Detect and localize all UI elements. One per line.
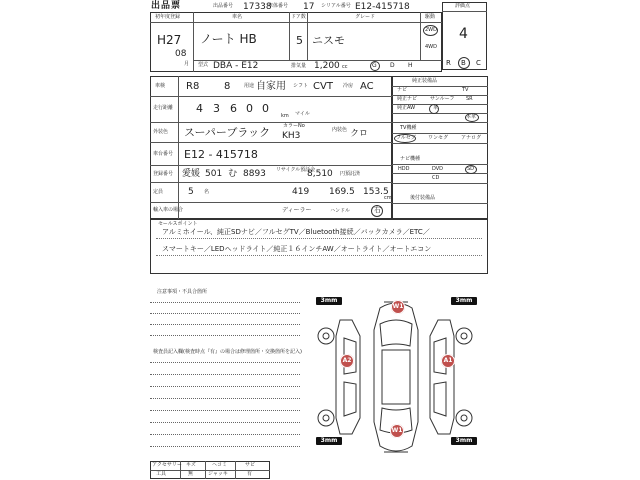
lot-number-label: 出品番号 — [213, 3, 234, 9]
equip-tv: TV — [462, 87, 469, 93]
plate-label: 登録番号 — [153, 171, 174, 177]
equip-sr: SR — [466, 96, 473, 102]
navi-sd: SD — [467, 166, 475, 172]
recycle-label: リサイクル預託金 — [276, 167, 316, 173]
ac-label: 冷房 — [343, 83, 354, 89]
color-no-label: カラーNo — [283, 123, 305, 129]
exterior-label: 外装色 — [153, 129, 169, 135]
notes-label: 注意事項・不具合箇所 — [157, 289, 208, 295]
sales-points-line-1: アルミホイール、純正SDナビ／フルセグTV／Bluetooth接続／バックカメラ／ETC／ — [162, 228, 430, 236]
sales-points-label: セールスポイント — [158, 221, 198, 227]
month-unit: 月 — [184, 61, 190, 67]
inspection: R8 — [186, 81, 200, 92]
recycle-amount: 8,510 — [307, 169, 333, 179]
recycle-unit: 円預託済 — [340, 171, 361, 177]
mileage-label: 走行距離 — [153, 105, 174, 111]
grade-label: グレード — [355, 14, 376, 20]
length: 419 — [292, 187, 310, 197]
fuel-d: D — [390, 62, 395, 69]
serial-number: E12-415718 — [355, 2, 410, 12]
footer-header-scratch: キズ — [186, 462, 196, 468]
mileage-digit-3: 6 — [230, 102, 237, 115]
footer-value-scratch: 無 — [188, 471, 194, 477]
doors-label: ドア数 — [291, 14, 306, 20]
equip-leather: 革 — [433, 105, 439, 111]
plate-kana: む — [228, 169, 238, 179]
grade-option-b: B — [461, 59, 466, 67]
interior-color: クロ — [350, 129, 369, 139]
capacity: 5 — [188, 187, 194, 197]
tv-analog: アナログ — [461, 135, 482, 141]
height: 153.5 — [363, 187, 389, 197]
footer-value-rust: 有 — [247, 471, 253, 477]
navi-hdd: HDD — [398, 166, 410, 172]
model: DBA - E12 — [213, 61, 259, 71]
tv-fullseg: フルセグ — [396, 135, 416, 141]
car-name-label: 車名 — [232, 14, 243, 20]
plate-number: 8893 — [243, 169, 266, 179]
footer-header-dent: ヘコミ — [212, 462, 228, 468]
tread-front-left: 3mm — [316, 297, 342, 305]
equip-genuine-leather: 本革 — [466, 114, 477, 120]
cc-unit: cc — [342, 64, 348, 70]
navi-dvd: DVD — [432, 166, 444, 172]
equip-navi: ナビ — [397, 87, 408, 93]
capacity-label: 定員 — [153, 189, 164, 195]
use-label: 用途 — [244, 83, 255, 89]
car-name: ノート HB — [200, 32, 257, 46]
handle: 右 — [374, 206, 381, 214]
interior-label: 内装色 — [332, 127, 348, 133]
equip-genuine-navi: 純正ナビ — [397, 96, 418, 102]
inspector-label: 検査員記入欄(検査時点『有』の場合は修理箇所・交換箇所を記入) — [153, 349, 302, 355]
capacity-unit: 名 — [204, 189, 210, 195]
footer-header-accessory: アクセサリー — [152, 462, 182, 468]
shift: CVT — [313, 81, 333, 92]
footer-value-dent: ジャッキ — [208, 471, 228, 477]
mileage-digit-5: 0 — [262, 102, 269, 115]
width: 169.5 — [329, 187, 355, 197]
color-no: KH3 — [282, 131, 301, 141]
grade-score: 4 — [459, 26, 468, 42]
mileage-note: マイル — [295, 111, 310, 117]
exterior-color: スーパーブラック — [184, 126, 271, 139]
tv-oneseg: ワンセグ — [428, 135, 449, 141]
code-label: 車体番号 — [268, 3, 289, 9]
mileage-digit-1: 4 — [196, 102, 203, 115]
shift-label: シフト — [293, 83, 309, 89]
dealer: ディーラー — [282, 207, 312, 214]
grade-name: ニスモ — [312, 34, 345, 47]
fuel-g: G — [372, 62, 377, 69]
equip-sunroof: サンルーフ — [430, 96, 455, 102]
plate-class: 501 — [205, 169, 223, 179]
inspection-month: 8 — [224, 81, 231, 92]
tread-rear-right: 3mm — [451, 437, 477, 445]
sales-points-line-2: スマートキー／LEDヘッドライト／純正１６インチAW／オートライト／オートエコン — [162, 245, 432, 253]
purchase-label: 輸入車の場合 — [153, 207, 184, 213]
handle-label: ハンドル — [330, 208, 351, 214]
footer-value-accessory: 工具 — [156, 471, 167, 477]
ac: AC — [360, 81, 374, 92]
damage-left-a2: A2 — [340, 354, 354, 368]
after-title: 後付装備品 — [410, 195, 436, 201]
equipment-title: 純正装備品 — [412, 78, 438, 84]
mileage-unit: km — [281, 113, 289, 119]
damage-front-w1: W1 — [391, 300, 405, 314]
sheet-title: 出品票 — [151, 1, 182, 11]
grade-option-r: R — [446, 59, 451, 67]
car-outline-diagram — [300, 290, 490, 465]
lot-number: 17338 — [243, 2, 272, 12]
first-reg-label: 初年度登録 — [155, 14, 181, 20]
tv-title: TV機種 — [400, 125, 417, 131]
model-label: 型式 — [198, 62, 209, 68]
navi-title: ナビ機種 — [400, 156, 421, 162]
inspection-label: 車検 — [155, 83, 166, 89]
dim-unit: cm — [384, 195, 392, 201]
damage-right-a1: A1 — [441, 354, 455, 368]
fuel-h: H — [408, 62, 413, 69]
first-reg-month: 08 — [175, 49, 187, 59]
plate-region: 愛媛 — [182, 169, 201, 179]
grade-box-label: 評価点 — [455, 3, 471, 9]
cc-label: 排気量 — [291, 63, 307, 69]
damage-rear-w1: W1 — [390, 424, 404, 438]
use: 自家用 — [256, 81, 286, 92]
navi-cd: CD — [432, 175, 440, 181]
chassis-label: 車台番号 — [153, 151, 174, 157]
doors: 5 — [296, 34, 303, 47]
chassis-number: E12 - 415718 — [184, 148, 258, 161]
equip-genuine-aw: 純正AW — [397, 105, 416, 111]
tread-front-right: 3mm — [451, 297, 477, 305]
drive-label: 駆動 — [425, 14, 436, 20]
serial-label: シリアル番号 — [321, 3, 351, 9]
grade-option-c: C — [476, 59, 481, 67]
drive-2wd: 2WD — [425, 27, 437, 33]
cc: 1,200 — [314, 61, 340, 71]
tread-rear-left: 3mm — [316, 437, 342, 445]
code-value: 17 — [303, 2, 315, 12]
drive-4wd: 4WD — [425, 44, 437, 50]
first-reg-year: H27 — [157, 33, 182, 47]
mileage-digit-4: 0 — [246, 102, 253, 115]
footer-header-rust: サビ — [245, 462, 256, 468]
mileage-digit-2: 3 — [213, 102, 220, 115]
